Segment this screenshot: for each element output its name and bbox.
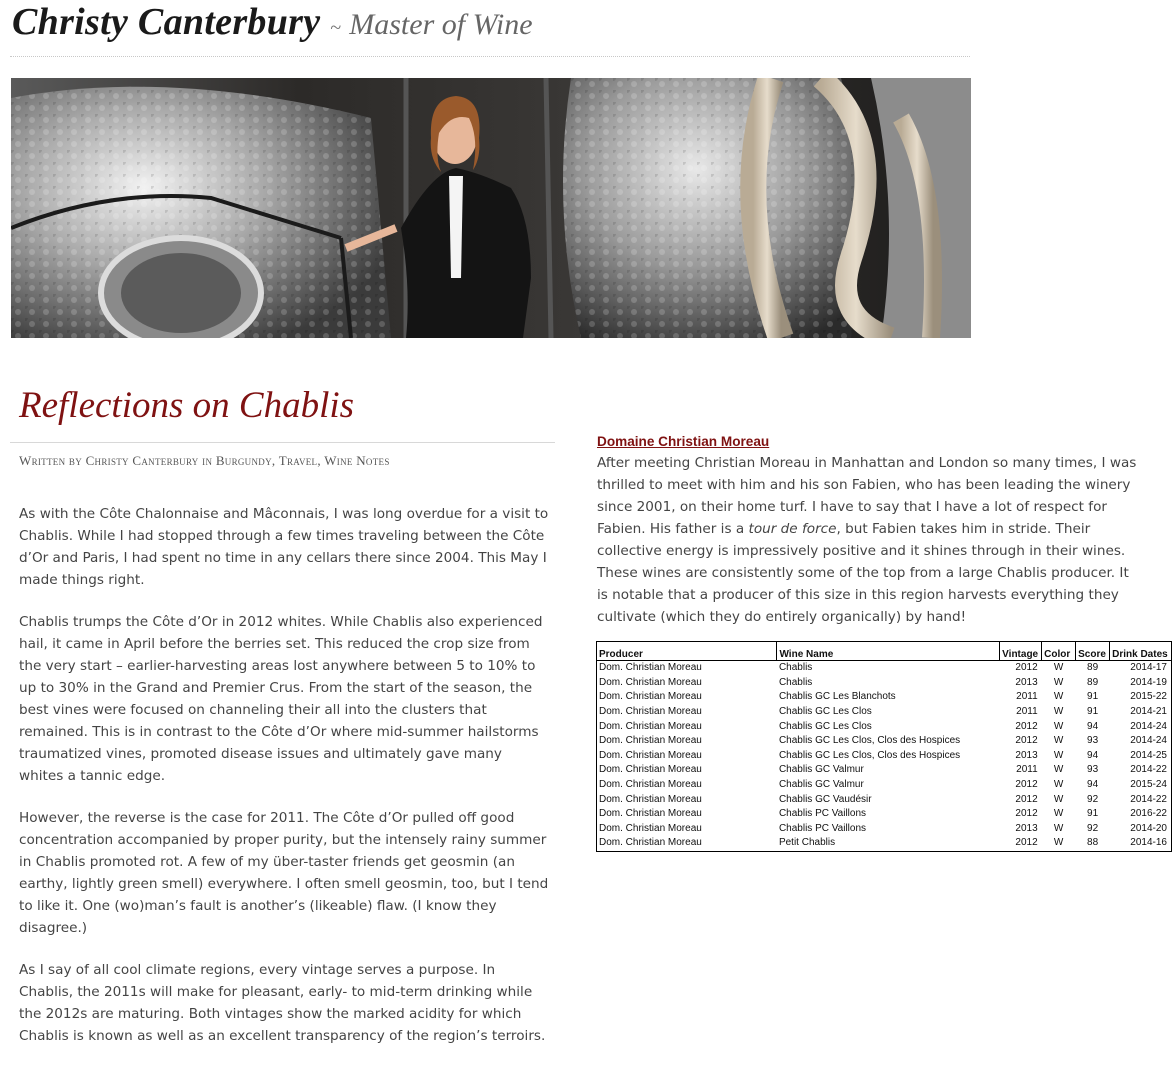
cell-score: 91 (1087, 691, 1099, 703)
site-name[interactable]: Christy Canterbury (12, 1, 321, 43)
cell-color: W (1053, 793, 1064, 805)
cell-vintage: 2012 (1015, 793, 1038, 805)
cell-vintage: 2011 (1016, 764, 1038, 776)
table-row (597, 822, 1172, 837)
cell-color: W (1053, 749, 1064, 761)
table-row (597, 705, 1172, 720)
cell-color: W (1053, 779, 1064, 791)
table-row (597, 676, 1172, 691)
cell-wine-name: Petit Chablis (778, 837, 836, 849)
table-row (597, 690, 1172, 705)
category-link-travel[interactable]: Travel (278, 453, 318, 468)
cell-wine-name: Chablis GC Les Clos (778, 706, 872, 718)
cell-drink-dates: 2014-24 (1130, 720, 1167, 732)
column-header-score: Score (1076, 642, 1110, 661)
cell-vintage: 2012 (1015, 808, 1038, 820)
cell-producer: Dom. Christian Moreau (599, 822, 702, 834)
producer-text-italic: tour de force (748, 521, 837, 537)
article-body (19, 503, 549, 1067)
cell-vintage: 2012 (1015, 662, 1038, 674)
cell-score: 91 (1087, 706, 1099, 718)
table-row (597, 807, 1172, 822)
cell-vintage: 2013 (1015, 822, 1038, 834)
cell-score: 88 (1087, 837, 1099, 849)
producer-section-title[interactable]: Domaine Christian Moreau (597, 434, 770, 449)
cell-producer: Dom. Christian Moreau (599, 793, 702, 805)
cell-color: W (1053, 764, 1064, 776)
cell-color: W (1053, 720, 1064, 732)
cell-producer: Dom. Christian Moreau (599, 676, 702, 688)
cell-wine-name: Chablis GC Les Clos, Clos des Hospices (778, 735, 961, 747)
cell-color: W (1053, 691, 1064, 703)
table-row (597, 749, 1172, 764)
cell-color: W (1053, 662, 1064, 674)
cell-drink-dates: 2014-20 (1130, 822, 1167, 834)
cell-wine-name: Chablis GC Valmur (778, 764, 864, 776)
cell-score: 94 (1087, 779, 1099, 791)
hero-image (11, 78, 971, 338)
post-title-divider (10, 442, 555, 443)
cell-score: 93 (1087, 735, 1099, 747)
column-header-vintage: Vintage (1000, 642, 1042, 661)
producer-section-text (597, 452, 1137, 628)
cell-producer: Dom. Christian Moreau (599, 779, 702, 791)
cell-score: 92 (1087, 822, 1099, 834)
cell-drink-dates: 2014-16 (1130, 837, 1167, 849)
site-tagline: Master of Wine (349, 8, 533, 41)
column-header-producer: Producer (597, 642, 777, 661)
wine-table-body (597, 661, 1172, 852)
table-row (597, 836, 1172, 851)
cell-wine-name: Chablis (778, 662, 813, 674)
column-header-drink-dates: Drink Dates (1110, 642, 1172, 661)
cell-producer: Dom. Christian Moreau (599, 720, 702, 732)
cell-score: 94 (1087, 749, 1099, 761)
cell-drink-dates: 2014-22 (1130, 764, 1167, 776)
post-byline: Written by Christy Canterbury in Burgundy, Travel, Wine Notes (19, 453, 390, 468)
cell-vintage: 2011 (1016, 706, 1038, 718)
title-separator: ~ (330, 17, 342, 39)
cell-vintage: 2013 (1015, 749, 1038, 761)
producer-section (597, 432, 1137, 628)
cell-producer: Dom. Christian Moreau (599, 735, 702, 747)
cell-drink-dates: 2015-22 (1130, 691, 1167, 703)
cell-wine-name: Chablis PC Vaillons (778, 808, 867, 820)
cell-wine-name: Chablis GC Valmur (778, 779, 864, 791)
cell-wine-name: Chablis GC Vaudésir (778, 793, 872, 805)
cell-wine-name: Chablis (778, 676, 813, 688)
table-row (597, 763, 1172, 778)
article-paragraph: Chablis trumps the Côte d’Or in 2012 whites. While Chablis also experienced hail, it came in April before the berries set. This reduced the crop size from the very start – earlier-harvesting areas lost anywhere between 5 to 10% to up to 30% in the Grand and Premier Crus. From the start of the season, the best vines were focused on channeling their all into the clusters that remained. This is in contrast to the Côte d’Or where mid-summer hailstorms traumatized vines, promoted disease issues and ultimately gave many whites a tannic edge. (19, 614, 543, 784)
table-row (597, 792, 1172, 807)
cell-producer: Dom. Christian Moreau (599, 808, 702, 820)
cell-drink-dates: 2015-24 (1130, 779, 1167, 791)
header-divider (10, 56, 970, 57)
column-header-wine-name: Wine Name (777, 642, 1000, 661)
cell-producer: Dom. Christian Moreau (599, 749, 702, 761)
column-header-color: Color (1042, 642, 1076, 661)
cell-vintage: 2012 (1015, 720, 1038, 732)
cell-color: W (1053, 822, 1064, 834)
article-paragraph: As I say of all cool climate regions, every vintage serves a purpose. In Chablis, the 2011s will make for pleasant, early- to mid-term drinking while the 2012s are maturing. Both vintages show the marked acidity for which Chablis is known as well as an excellent transparency of the region’s terroirs. (19, 962, 546, 1044)
table-row (597, 734, 1172, 749)
category-link-wine-notes[interactable]: Wine Notes (324, 453, 390, 468)
cell-color: W (1053, 676, 1064, 688)
table-row (597, 661, 1172, 676)
cell-producer: Dom. Christian Moreau (599, 706, 702, 718)
cell-vintage: 2012 (1015, 837, 1038, 849)
cell-vintage: 2012 (1015, 735, 1038, 747)
cell-color: W (1053, 706, 1064, 718)
cell-drink-dates: 2014-19 (1130, 676, 1167, 688)
site-title[interactable] (12, 0, 533, 44)
table-row (597, 778, 1172, 793)
cell-drink-dates: 2016-22 (1130, 808, 1167, 820)
article-paragraph: However, the reverse is the case for 2011. The Côte d’Or pulled off good concentration accompanied by proper purity, but the intensely rainy summer in Chablis promoted rot. A few of my über-taster friends get geosmin (an earthy, lightly green smell) everywhere. I often smell geosmin, too, but I tend to like it. One (wo)man’s fault is another’s (likeable) flaw. (I know they disagree.) (19, 810, 549, 936)
wine-scores-table (596, 641, 1172, 852)
cell-producer: Dom. Christian Moreau (599, 837, 702, 849)
cell-wine-name: Chablis GC Les Clos (778, 720, 872, 732)
cell-score: 91 (1087, 808, 1099, 820)
cell-producer: Dom. Christian Moreau (599, 764, 702, 776)
cell-color: W (1053, 837, 1064, 849)
cell-vintage: 2013 (1015, 676, 1038, 688)
cell-wine-name: Chablis GC Les Blanchots (778, 691, 896, 703)
cell-score: 89 (1087, 676, 1099, 688)
cell-vintage: 2012 (1015, 779, 1038, 791)
producer-text-before: After meeting Christian Moreau in Manhattan and London so many times, I was thrilled to meet with him and his son Fabien, who has been leading the winery since 2001, on their home turf. I have to say that I have a lot of respect for Fabien. His father is a (597, 455, 1137, 537)
category-link-burgundy[interactable]: Burgundy (215, 453, 272, 468)
cell-drink-dates: 2014-17 (1130, 662, 1167, 674)
table-row (597, 719, 1172, 734)
byline-in: in (202, 453, 213, 468)
cell-score: 94 (1087, 720, 1099, 732)
producer-text-after: , but Fabien takes him in stride. Their collective energy is impressively positive and it shines through in their wines. These wines are consistently some of the top from a large Chablis producer. It is notable that a producer of this size in this region harvests everything they cultivate (which they do entirely organically) by hand! (597, 521, 1129, 625)
cell-drink-dates: 2014-21 (1130, 706, 1167, 718)
author-link[interactable]: Christy Canterbury (85, 453, 199, 468)
cell-score: 89 (1087, 662, 1099, 674)
table-header-row (597, 642, 1172, 661)
cell-color: W (1053, 808, 1064, 820)
cell-wine-name: Chablis GC Les Clos, Clos des Hospices (778, 749, 961, 761)
post-title[interactable]: Reflections on Chablis (19, 385, 355, 426)
cell-producer: Dom. Christian Moreau (599, 662, 702, 674)
cell-vintage: 2011 (1016, 691, 1038, 703)
cell-color: W (1053, 735, 1064, 747)
cell-score: 92 (1087, 793, 1099, 805)
cell-drink-dates: 2014-22 (1130, 793, 1167, 805)
cell-producer: Dom. Christian Moreau (599, 691, 702, 703)
cell-drink-dates: 2014-25 (1130, 749, 1167, 761)
cell-score: 93 (1087, 764, 1099, 776)
cell-wine-name: Chablis PC Vaillons (778, 822, 867, 834)
article-paragraph: As with the Côte Chalonnaise and Mâconnais, I was long overdue for a visit to Chablis. While I had stopped through a few times traveling between the Côte d’Or and Paris, I had spent no time in any cellars there since 2004. This May I made things right. (19, 506, 549, 588)
byline-prefix: Written by (19, 453, 83, 468)
cell-drink-dates: 2014-24 (1130, 735, 1167, 747)
